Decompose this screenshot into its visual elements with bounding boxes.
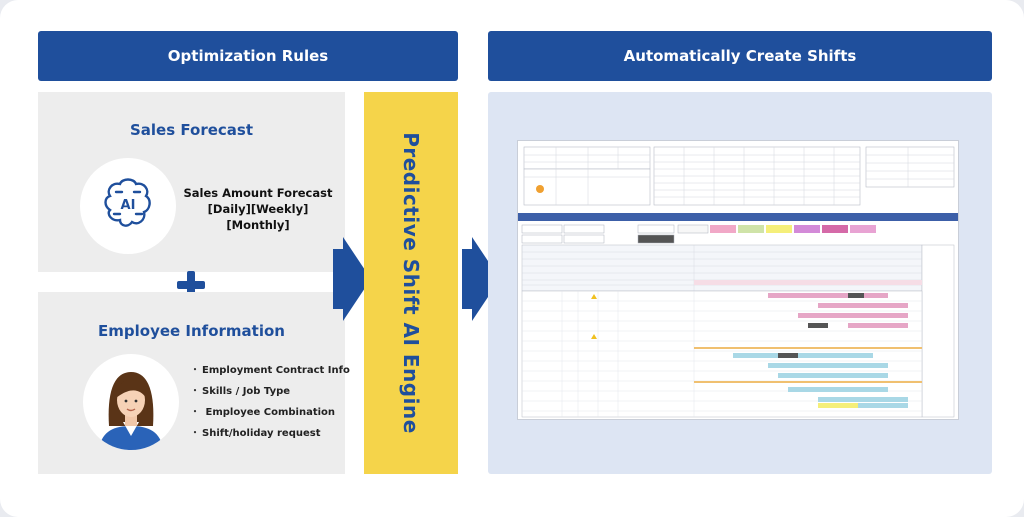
sales-forecast-title: Sales Forecast [129, 121, 254, 139]
optimization-rules-title: Optimization Rules [167, 47, 329, 65]
shift-schedule-image [518, 141, 958, 419]
ai-engine-column [364, 92, 458, 474]
forecast-periods: [Daily][Weekly][Monthly] [207, 202, 309, 232]
ai-brain-circle [80, 158, 176, 254]
list-item: ・ Employment Contract Info [190, 365, 350, 376]
employee-avatar-icon [83, 354, 179, 450]
sales-forecast-text [178, 185, 338, 233]
sales-forecast-panel [38, 92, 345, 272]
auto-create-shifts-header [488, 31, 992, 81]
employee-information-title: Employee Information [98, 322, 285, 340]
employee-avatar-circle [83, 354, 179, 450]
ai-brain-icon [80, 158, 176, 254]
employee-info-list [190, 362, 350, 446]
list-item: ・ Shift/holiday request [190, 428, 321, 439]
ai-icon-label: AI [120, 198, 136, 213]
auto-create-shifts-title: Automatically Create Shifts [623, 47, 857, 65]
optimization-rules-header [38, 31, 458, 81]
list-item: ・ Skills / Job Type [190, 386, 291, 397]
list-item: ・ Employee Combination [190, 407, 336, 418]
shift-schedule-screenshot [517, 140, 959, 420]
ai-engine-label: Predictive Shift AI Engine [399, 132, 423, 434]
sales-amount-forecast: Sales Amount Forecast [183, 186, 333, 200]
